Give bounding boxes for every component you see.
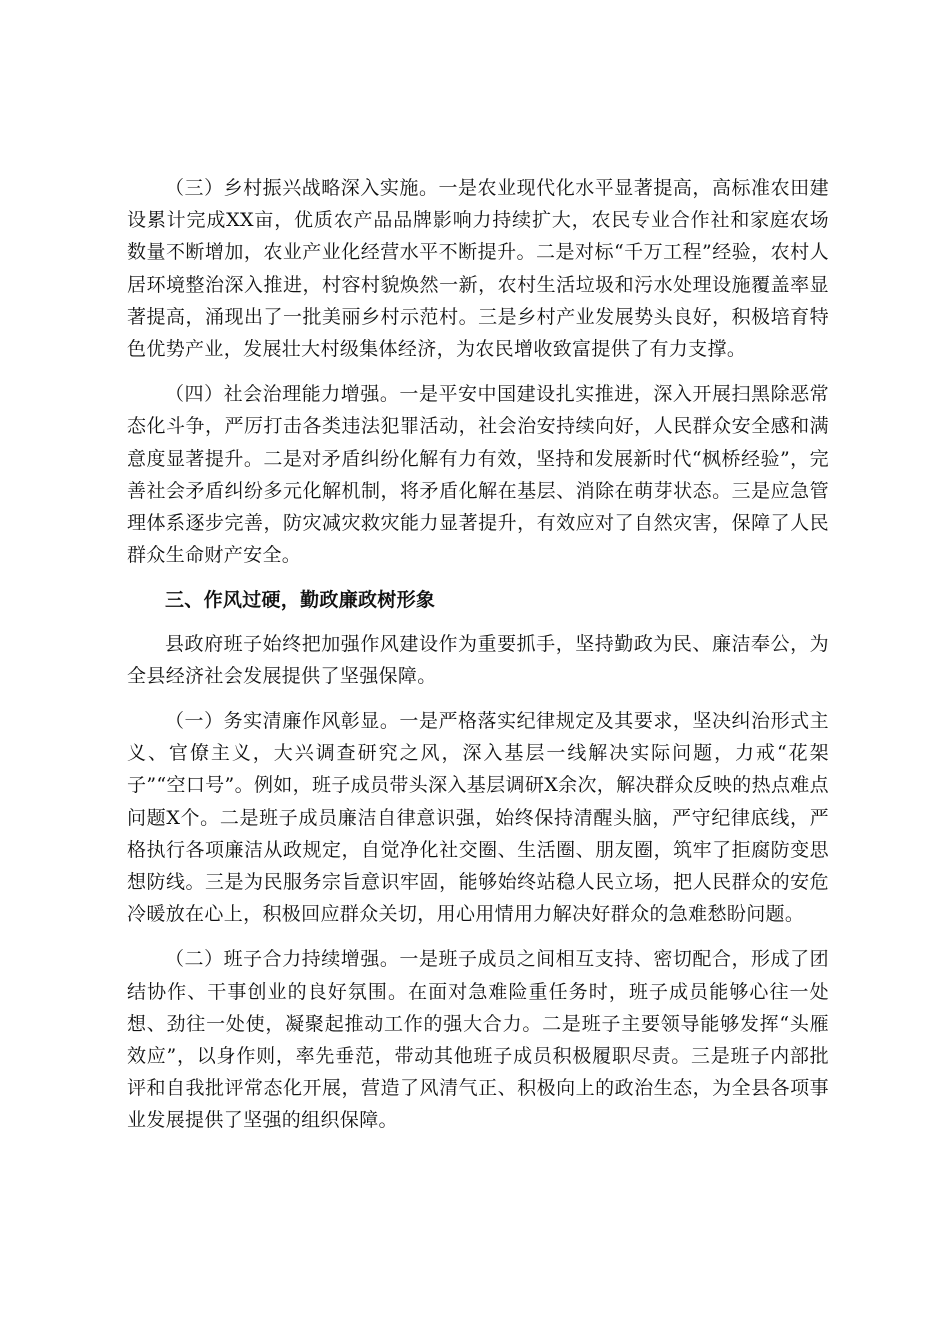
document-body <box>127 172 829 1150</box>
paragraph-team-cohesion: （二）班子合力持续增强。一是班子成员之间相互支持、密切配合，形成了团结协作、干事创业的良好氛围。在面对急难险重任务时，班子成员能够心往一处想、劲往一处使，凝聚起推动工作的强大合力。二是班子主要领导能够发挥“头雁效应”，以身作则，率先垂范，带动其他班子成员积极履职尽责。三是班子内部批评和自我批评常态化开展，营造了风清气正、积极向上的政治生态，为全县各项事业发展提供了坚强的组织保障。 <box>127 948 829 1132</box>
paragraph-section-intro: 县政府班子始终把加强作风建设作为重要抓手，坚持勤政为民、廉洁奉公，为全县经济社会发展提供了坚强保障。 <box>127 632 829 687</box>
paragraph-rural-revitalization: （三）乡村振兴战略深入实施。一是农业现代化水平显著提高，高标准农田建设累计完成XX亩，优质农产品品牌影响力持续扩大，农民专业合作社和家庭农场数量不断增加，农业产业化经营水平不断提升。二是对标“千万工程”经验，农村人居环境整治深入推进，村容村貌焕然一新，农村生活垃圾和污水处理设施覆盖率显著提高，涌现出了一批美丽乡村示范村。三是乡村产业发展势头良好，积极培育特色优势产业，发展壮大村级集体经济，为农民增收致富提供了有力支撑。 <box>127 177 829 361</box>
paragraph-clean-work-style: （一）务实清廉作风彰显。一是严格落实纪律规定及其要求，坚决纠治形式主义、官僚主义，大兴调查研究之风，深入基层一线解决实际问题，力戒“花架子”“空口号”。例如，班子成员带头深入基层调研X余次，解决群众反映的热点难点问题X个。二是班子成员廉洁自律意识强，始终保持清醒头脑，严守纪律底线，严格执行各项廉洁从政规定，自觉净化社交圈、生活圈、朋友圈，筑牢了拒腐防变思想防线。三是为民服务宗旨意识牢固，能够始终站稳人民立场，把人民群众的安危冷暖放在心上，积极回应群众关切，用心用情用力解决好群众的急难愁盼问题。 <box>127 710 829 926</box>
section-heading-work-style: 三、作风过硬，勤政廉政树形象 <box>165 589 436 612</box>
paragraph-social-governance: （四）社会治理能力增强。一是平安中国建设扎实推进，深入开展扫黑除恶常态化斗争，严厉打击各类违法犯罪活动，社会治安持续向好，人民群众安全感和满意度显著提升。二是对矛盾纠纷化解有力有效，坚持和发展新时代“枫桥经验”，完善社会矛盾纠纷多元化解机制，将矛盾化解在基层、消除在萌芽状态。三是应急管理体系逐步完善，防灾减灾救灾能力显著提升，有效应对了自然灾害，保障了人民群众生命财产安全。 <box>127 383 829 567</box>
